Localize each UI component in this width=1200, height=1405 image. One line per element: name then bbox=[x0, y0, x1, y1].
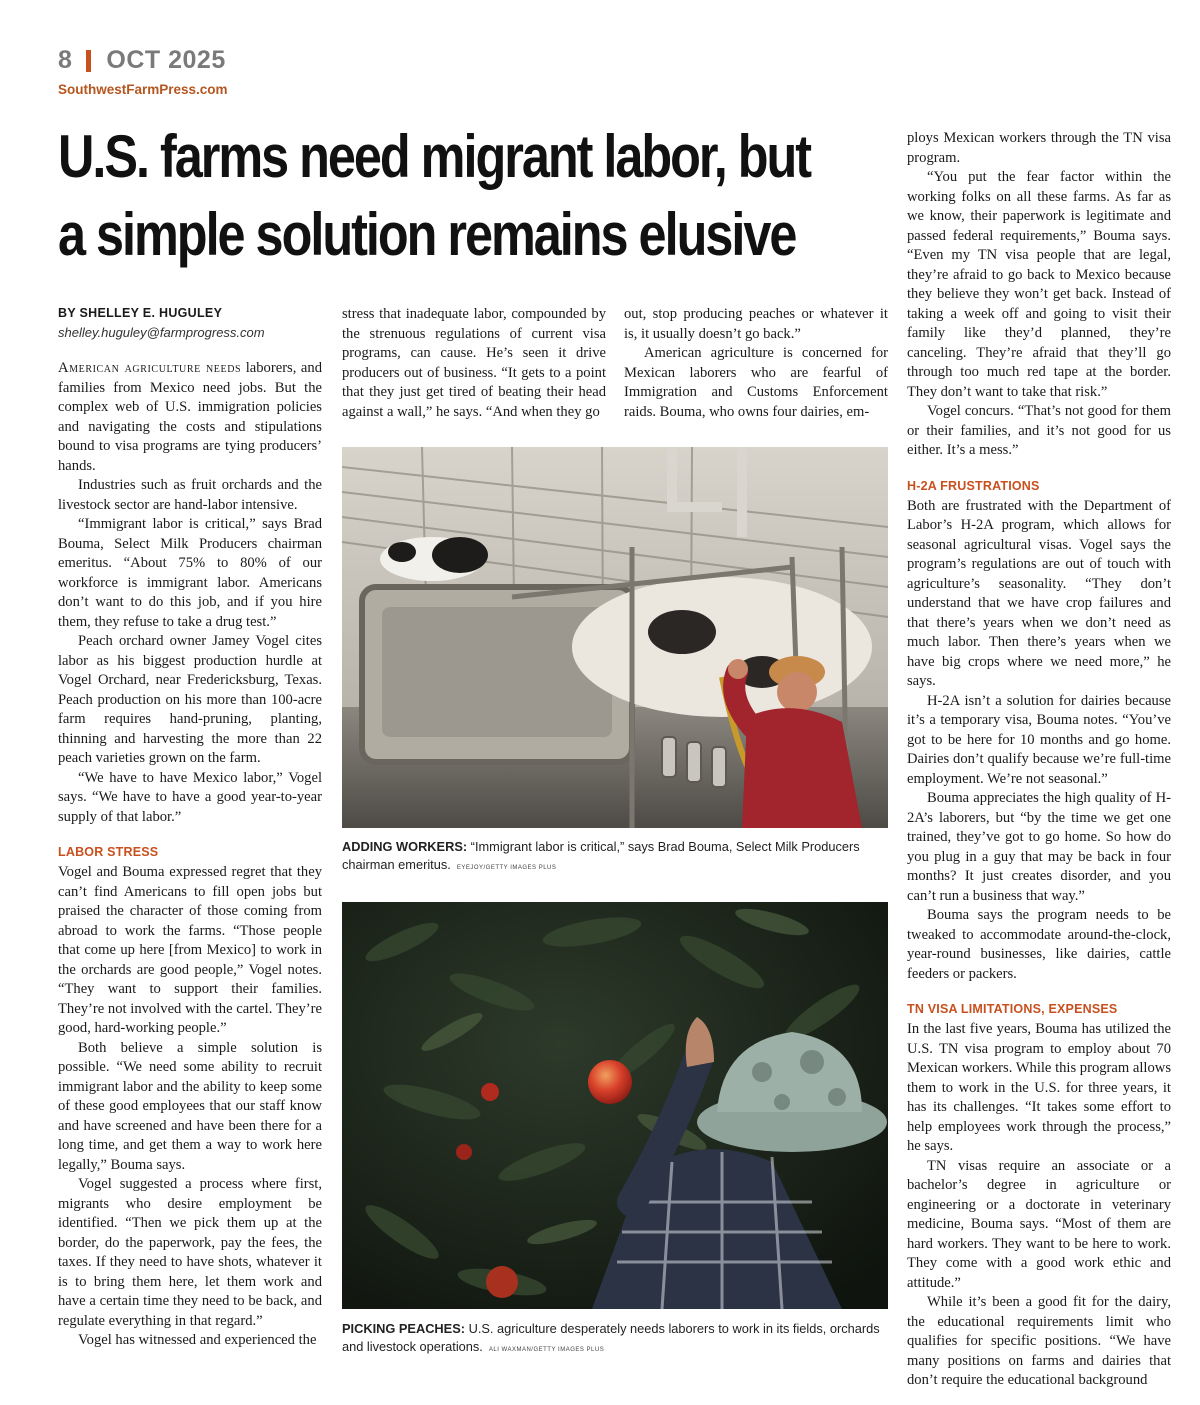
photo-credit: EYEJOY/GETTY IMAGES PLUS bbox=[456, 865, 557, 871]
paragraph: Industries such as fruit orchards and the livestock sector are hand-labor intensive. bbox=[58, 477, 322, 513]
issue-date: OCT 2025 bbox=[106, 46, 226, 74]
lead-text: laborers, and families from Mexico need jobs. But the complex web of U.S. immigration policies and navigating the costs and stipulations bound to visa programs are tying producers’ hands. bbox=[58, 360, 322, 474]
paragraph: American agriculture is concerned for Mexican laborers who are fearful of Immigration and Customs Enforcement raids. Bouma, who owns four dairies, em- bbox=[624, 345, 888, 420]
headline bbox=[58, 118, 811, 274]
article-column-4 bbox=[907, 129, 1171, 1391]
author-email[interactable]: shelley.huguley@farmprogress.com bbox=[58, 325, 265, 340]
paragraph: Vogel has witnessed and experienced the bbox=[78, 1332, 317, 1348]
website-link[interactable]: SouthwestFarmPress.com bbox=[58, 82, 228, 97]
page-number: 8 bbox=[58, 46, 73, 74]
folio-divider bbox=[86, 50, 91, 72]
article-column-1 bbox=[58, 359, 322, 1351]
paragraph: Vogel suggested a process where first, migrants who desire employment be identified. “Then we pick them up at the border, do the paperwork, pay the fees, the taxes. If they need to have shots, whatever it is to bring them here, let them work and have a certain time they need to be back, and regulate everything in that regard.” bbox=[58, 1176, 322, 1329]
paragraph: In the last five years, Bouma has utilized the U.S. TN visa program to employ about 70 Mexican workers. While this program allows them to work in the U.S. for three years, it has its challenges. “It takes some effort to help employees work through the process,” he says. bbox=[907, 1021, 1171, 1154]
subhead-tn-visa: TN VISA LIMITATIONS, EXPENSES bbox=[907, 1002, 1118, 1016]
photo-caption-1 bbox=[342, 838, 862, 877]
paragraph: Bouma says the program needs to be tweaked to accommodate around-the-clock, year-round businesses, like dairies, cattle feeders or packers. bbox=[907, 907, 1171, 982]
subhead-h2a-frustrations: H-2A FRUSTRATIONS bbox=[907, 478, 1040, 493]
article-column-3 bbox=[624, 305, 888, 422]
paragraph: ploys Mexican workers through the TN visa program. bbox=[907, 130, 1171, 166]
lead-paragraph bbox=[58, 359, 322, 476]
subhead-labor-stress: LABOR STRESS bbox=[58, 845, 159, 859]
folio bbox=[58, 46, 226, 75]
paragraph: “We have to have Mexico labor,” Vogel says. “We have to have a good year-to-year supply of that labor.” bbox=[58, 769, 322, 825]
byline: BY SHELLEY E. HUGULEY bbox=[58, 306, 223, 320]
headline-line-1: U.S. farms need migrant labor, but bbox=[58, 123, 811, 190]
paragraph: Vogel concurs. “That’s not good for them or their families, and it’s not good for us either. It’s a mess.” bbox=[907, 403, 1171, 458]
paragraph: Vogel and Bouma expressed regret that they can’t find Americans to fill open jobs but praised the character of those coming from abroad to work the farms. “Those people that come up here [from Mexico] to work in the orchards are good people,” Vogel notes. “They want to support their families. They’re not involved with the cartel. They’re good, hard-working people.” bbox=[58, 864, 322, 1036]
article-column-2 bbox=[342, 305, 606, 422]
paragraph: Bouma appreciates the high quality of H-2A’s laborers, but “by the time we get one trained, they’ve got to go home. So how do you plug in a guy that may be back in four months? It just creates disorder, and you can’t run a business that way.” bbox=[907, 790, 1171, 904]
peach-picking-photo bbox=[342, 902, 888, 1309]
photo-caption-2 bbox=[342, 1320, 888, 1359]
caption-label: PICKING PEACHES: bbox=[342, 1321, 466, 1336]
paragraph: Both are frustrated with the Department of Labor’s H-2A program, which allows for seasonal agricultural visas. Vogel says the program’s regulations are out of touch with agriculture’s seasonality. “They don’t understand that we have crop failures and that there’s years when we don’t need as much labor. Then there’s years when we have big crops where we need more,” he says. bbox=[907, 497, 1171, 689]
caption-text: “Immigrant labor is critical,” says Brad Bouma, Select Milk Producers chairman emeritus. bbox=[342, 839, 860, 872]
caption-text: U.S. agriculture desperately needs laborers to work in its fields, orchards and livestock operations. bbox=[342, 1321, 880, 1354]
paragraph: “Immigrant labor is critical,” says Brad Bouma, Select Milk Producers chairman emeritus. “About 75% to 80% of our workforce is immigrant labor. Americans don’t want to do this job, and if you hire them, they refuse to take a drug test.” bbox=[58, 516, 322, 630]
dairy-milking-illustration bbox=[342, 447, 888, 828]
paragraph: Peach orchard owner Jamey Vogel cites labor as his biggest production hurdle at Vogel Orchard, near Fredericksburg, Texas. Peach production on his more than 100-acre farm requires hand-pruning, planting, thinning and harvesting the more than 22 peach varieties grown on the farm. bbox=[58, 633, 322, 766]
headline-line-2: a simple solution remains elusive bbox=[58, 201, 796, 268]
peach-orchard-illustration bbox=[342, 902, 888, 1309]
paragraph: TN visas require an associate or a bachelor’s degree in agriculture or engineering or a doctorate in veterinary medicine, Bouma says. “Most of them are hard workers. They want to be here to work. They come with a good work ethic and attitude.” bbox=[907, 1157, 1171, 1291]
paragraph: out, stop producing peaches or whatever it is, it usually doesn’t go back.” bbox=[624, 306, 888, 342]
caption-label: ADDING WORKERS: bbox=[342, 839, 468, 854]
paragraph: H-2A isn’t a solution for dairies because it’s a temporary visa, Bouma notes. “You’ve got to be here for 10 months and go home. Dairies don’t qualify because we’re full-time employment. We’re not seasonal.” bbox=[907, 692, 1171, 787]
photo-credit: ALI WAXMAN/GETTY IMAGES PLUS bbox=[488, 1347, 605, 1353]
paragraph: Both believe a simple solution is possible. “We need some ability to recruit immigrant labor and the ability to keep some of these good employees that our staff know and have screened and have been there for a long time, and get them a way to work here legally,” Bouma says. bbox=[58, 1039, 322, 1173]
paragraph: While it’s been a good fit for the dairy, the educational requirements limit who qualifies for specific positions. “We have many positions on farms and dairies that don’t require the educational background bbox=[907, 1294, 1171, 1388]
dairy-milking-photo bbox=[342, 447, 888, 828]
paragraph: stress that inadequate labor, compounded by the strenuous regulations of current visa programs, can cause. He’s seen it drive producers out of business. “It gets to a point that they just get tired of beating their head against a wall,” he says. “And when they go bbox=[342, 306, 606, 420]
paragraph: “You put the fear factor within the working folks on all these farms. As far as we know, their paperwork is legitimate and passed federal requirements,” Bouma says. “Even my TN visa people that are legal, they’re afraid to go back to Mexico because they believe they won’t get back. Instead of taking a week off and going to visit their family like they’d planned, they’re canceling. They’re afraid that they’ll go through too much red tape at the border. They don’t want to take that risk.” bbox=[907, 169, 1171, 400]
lead-small-caps: American agriculture needs bbox=[58, 360, 242, 376]
